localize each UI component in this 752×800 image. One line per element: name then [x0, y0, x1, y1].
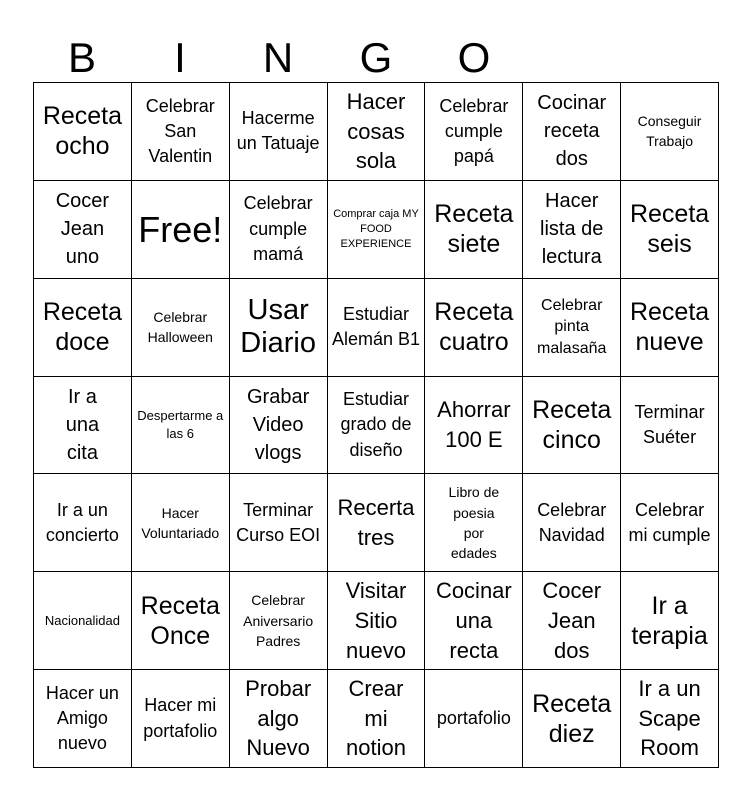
title-letter-o: O — [457, 34, 491, 81]
bingo-cell: Hacerme un Tatuaje — [230, 83, 328, 181]
bingo-cell: Celebrar pinta malasaña — [523, 279, 621, 377]
bingo-grid — [33, 82, 719, 768]
bingo-cell: Ir a terapia — [621, 572, 719, 670]
bingo-cell: Nacionalidad — [34, 572, 132, 670]
bingo-cell: Cocinar una recta — [425, 572, 523, 670]
title-letter-n: N — [262, 34, 294, 81]
bingo-cell: Grabar Video vlogs — [230, 377, 328, 475]
bingo-cell: Libro de poesia por edades — [425, 474, 523, 572]
bingo-cell: Receta cinco — [523, 377, 621, 475]
bingo-cell: Cocer Jean uno — [34, 181, 132, 279]
bingo-cell: Estudiar Alemán B1 — [328, 279, 426, 377]
bingo-title — [33, 34, 719, 82]
bingo-cell: Ir a una cita — [34, 377, 132, 475]
bingo-cell: Receta Once — [132, 572, 230, 670]
bingo-cell: Comprar caja MY FOOD EXPERIENCE — [328, 181, 426, 279]
bingo-cell: Terminar Suéter — [621, 377, 719, 475]
bingo-cell: Hacer mi portafolio — [132, 670, 230, 768]
bingo-cell: Probar algo Nuevo — [230, 670, 328, 768]
title-letter-g: G — [359, 34, 393, 81]
bingo-cell: Estudiar grado de diseño — [328, 377, 426, 475]
bingo-cell: Crear mi notion — [328, 670, 426, 768]
bingo-cell: Ir a un concierto — [34, 474, 132, 572]
bingo-cell: Usar Diario — [230, 279, 328, 377]
bingo-cell: Hacer lista de lectura — [523, 181, 621, 279]
bingo-cell: Receta doce — [34, 279, 132, 377]
bingo-cell: Celebrar mi cumple — [621, 474, 719, 572]
bingo-cell: Celebrar Navidad — [523, 474, 621, 572]
bingo-cell: Conseguir Trabajo — [621, 83, 719, 181]
bingo-cell: Cocer Jean dos — [523, 572, 621, 670]
bingo-cell: Celebrar cumple mamá — [230, 181, 328, 279]
bingo-cell: Despertarme a las 6 — [132, 377, 230, 475]
bingo-cell: Celebrar San Valentin — [132, 83, 230, 181]
bingo-cell: Terminar Curso EOI — [230, 474, 328, 572]
bingo-cell: portafolio — [425, 670, 523, 768]
bingo-cell: Hacer Voluntariado — [132, 474, 230, 572]
title-letter-b: B — [67, 34, 96, 81]
bingo-cell: Recerta tres — [328, 474, 426, 572]
bingo-cell: Free! — [132, 181, 230, 279]
title-letter-i: I — [174, 34, 186, 81]
bingo-cell: Celebrar Aniversario Padres — [230, 572, 328, 670]
bingo-cell: Celebrar Halloween — [132, 279, 230, 377]
bingo-cell: Visitar Sitio nuevo — [328, 572, 426, 670]
bingo-cell: Receta cuatro — [425, 279, 523, 377]
bingo-cell: Hacer un Amigo nuevo — [34, 670, 132, 768]
bingo-cell: Receta siete — [425, 181, 523, 279]
bingo-cell: Hacer cosas sola — [328, 83, 426, 181]
bingo-cell: Celebrar cumple papá — [425, 83, 523, 181]
bingo-cell: Cocinar receta dos — [523, 83, 621, 181]
bingo-cell: Receta diez — [523, 670, 621, 768]
bingo-cell: Ahorrar 100 E — [425, 377, 523, 475]
bingo-cell: Receta seis — [621, 181, 719, 279]
bingo-cell: Ir a un Scape Room — [621, 670, 719, 768]
bingo-cell: Receta nueve — [621, 279, 719, 377]
bingo-cell: Receta ocho — [34, 83, 132, 181]
